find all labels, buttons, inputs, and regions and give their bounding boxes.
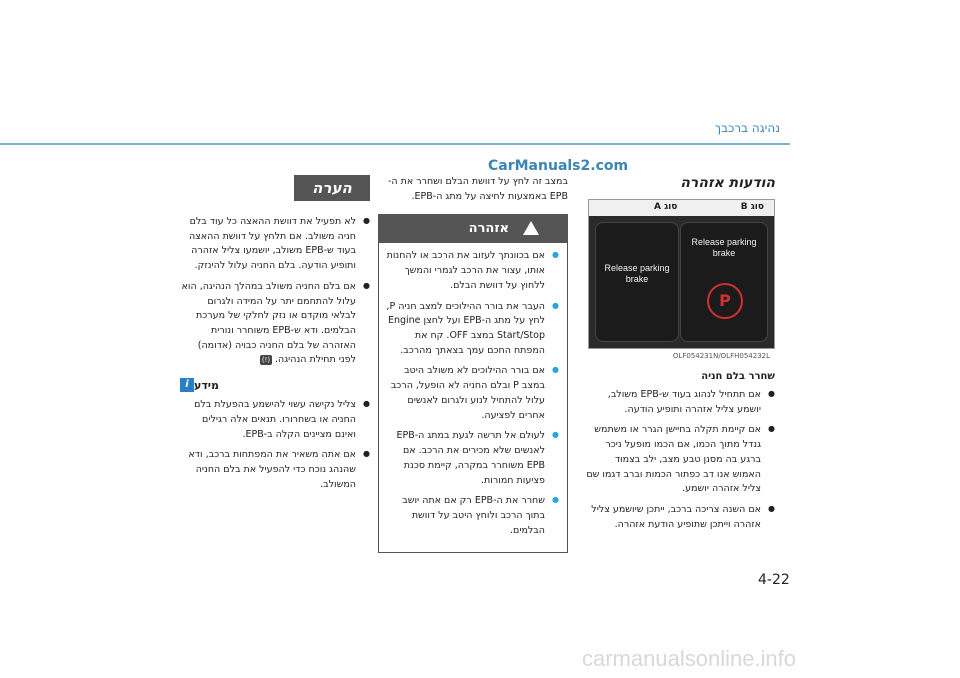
list-item: ● שחרר את ה-EPB רק אם אתה יושב בתוך הרכב ולוחץ היטב על דוושת הבלמים. (385, 494, 559, 538)
warning-title: אזהרה (468, 221, 509, 237)
header-divider (0, 143, 790, 145)
list-item: ● לא תפעיל את דוושת ההאצה כל עוד בלם חניה משולב. אם תלחץ על דוושת ההאצה בעוד ש-EPB משולב, יושמעו צליל אזהרה ותופיע הודעה. בלם החניה עלול להינזק. (180, 215, 370, 274)
type-a-display (595, 222, 679, 342)
list-item: ● צליל נקישה עשוי להישמע בהפעלת בלם החניה או בשחרורו. תנאים אלה רגילים ואינם מציינים הקלה ב-EPB. (180, 398, 370, 442)
warning-header (379, 215, 567, 243)
parking-brake-warning-icon: (!) (261, 355, 271, 364)
info-title: מידע (194, 378, 219, 392)
release-brake-list (585, 388, 775, 532)
list-item: ● אם בורר ההילוכים לא משולב היטב במצב P ובלם החניה לא הופעל, הרכב עלול להתחיל לנוע ולגרום לאנשים אחרים לפציעה. (385, 364, 559, 423)
middle-column (378, 175, 568, 553)
list-item: ● אם השנה צריכה ברכב, ייתכן שיושמע צליל אזהרה וייתכן שתופיע הודעת אזהרה. (585, 503, 775, 532)
warning-triangle-icon (523, 221, 539, 235)
note-list (180, 215, 370, 368)
page-number: 4-22 (758, 572, 790, 588)
type-b-display (680, 222, 768, 342)
info-list (180, 398, 370, 492)
section-header-title: נהיגה ברכבך (714, 121, 780, 135)
watermark-top[interactable]: CarManuals2.com (488, 158, 629, 174)
warning-box (378, 214, 568, 553)
parking-brake-icon: P (707, 283, 743, 319)
list-item-text: אם בלם החניה משולב במהלך הנהיגה, הוא עלול להתחמם יתר על המידה ולגרום לבלאי מוקדם או נזק לחלקי של מערכת הבלמים. ודא ש-EPB משוחרר ונורית האזהרה של בלם החניה כבויה (אדומה) לפני תחילת הנהיגה. (181, 280, 356, 366)
list-item: ● אם קיימת תקלה בחיישן הגרר או משתמש גנדל מתוך הכמו, אם הכמו מופעל ניכר ברגע בה מסנן טבע מצב, ילב בצמוד האמוש אנו דב כפתור הכמות וברב דגמו שם צליל אזהרה יושמע. (585, 423, 775, 497)
release-brake-subtitle: שחרר בלם חניה (701, 371, 775, 382)
watermark-bottom[interactable]: carmanualsonline.info (582, 646, 797, 671)
list-item: ● העבר את בורר ההילוכים למצב חניה P, לחץ על מתג ה-EPB ועל לחצן Engine Start/Stop במצב OFF. קח את המפתח החכם עמך בצאתך מהרכב. (385, 300, 559, 359)
type-b-label: סוג B (740, 202, 764, 212)
warning-list (385, 249, 559, 538)
list-item: ● אם תתחיל לנהוג בעוד ש-EPB משולב, יושמע צליל אזהרה ותופיע הודעה. (585, 388, 775, 417)
info-icon: i (180, 378, 194, 392)
figure-type-labels (589, 200, 774, 216)
type-a-message: Release parking brake (604, 263, 670, 285)
list-item (180, 280, 370, 368)
list-item: ● לעולם אל תרשה לגעת במתג ה-EPB לאנשים שלא מכירים את הרכב. אם EPB משוחרר במקרה, קיימת סכנת פציעות חמורות. (385, 429, 559, 488)
left-column (180, 175, 370, 499)
type-b-message: Release parking brake (691, 237, 757, 259)
intro-paragraph: במצב זה לחץ על דוושת הבלם ושחרר את ה-EPB באמצעות לחיצה על מתג ה-EPB. (387, 176, 568, 202)
info-heading (180, 378, 370, 392)
right-column (585, 175, 775, 538)
list-item: ● אם אתה משאיר את המפתחות ברכב, ודא שהנהג נוכח כדי להפעיל את בלם החניה המשולב. (180, 448, 370, 492)
warning-messages-title: הודעות אזהרה (680, 175, 775, 191)
type-a-label: סוג A (654, 202, 678, 212)
note-banner: הערה (294, 175, 370, 201)
cluster-message-figure (588, 199, 775, 360)
list-item: ● אם בכוונתך לעזוב את הרכב או להחנות אותו, עצור את הרכב לגמרי והמשך ללחוץ על דוושת הבלם. (385, 249, 559, 293)
figure-code: OLF054231N/OLFH054232L (672, 352, 770, 360)
